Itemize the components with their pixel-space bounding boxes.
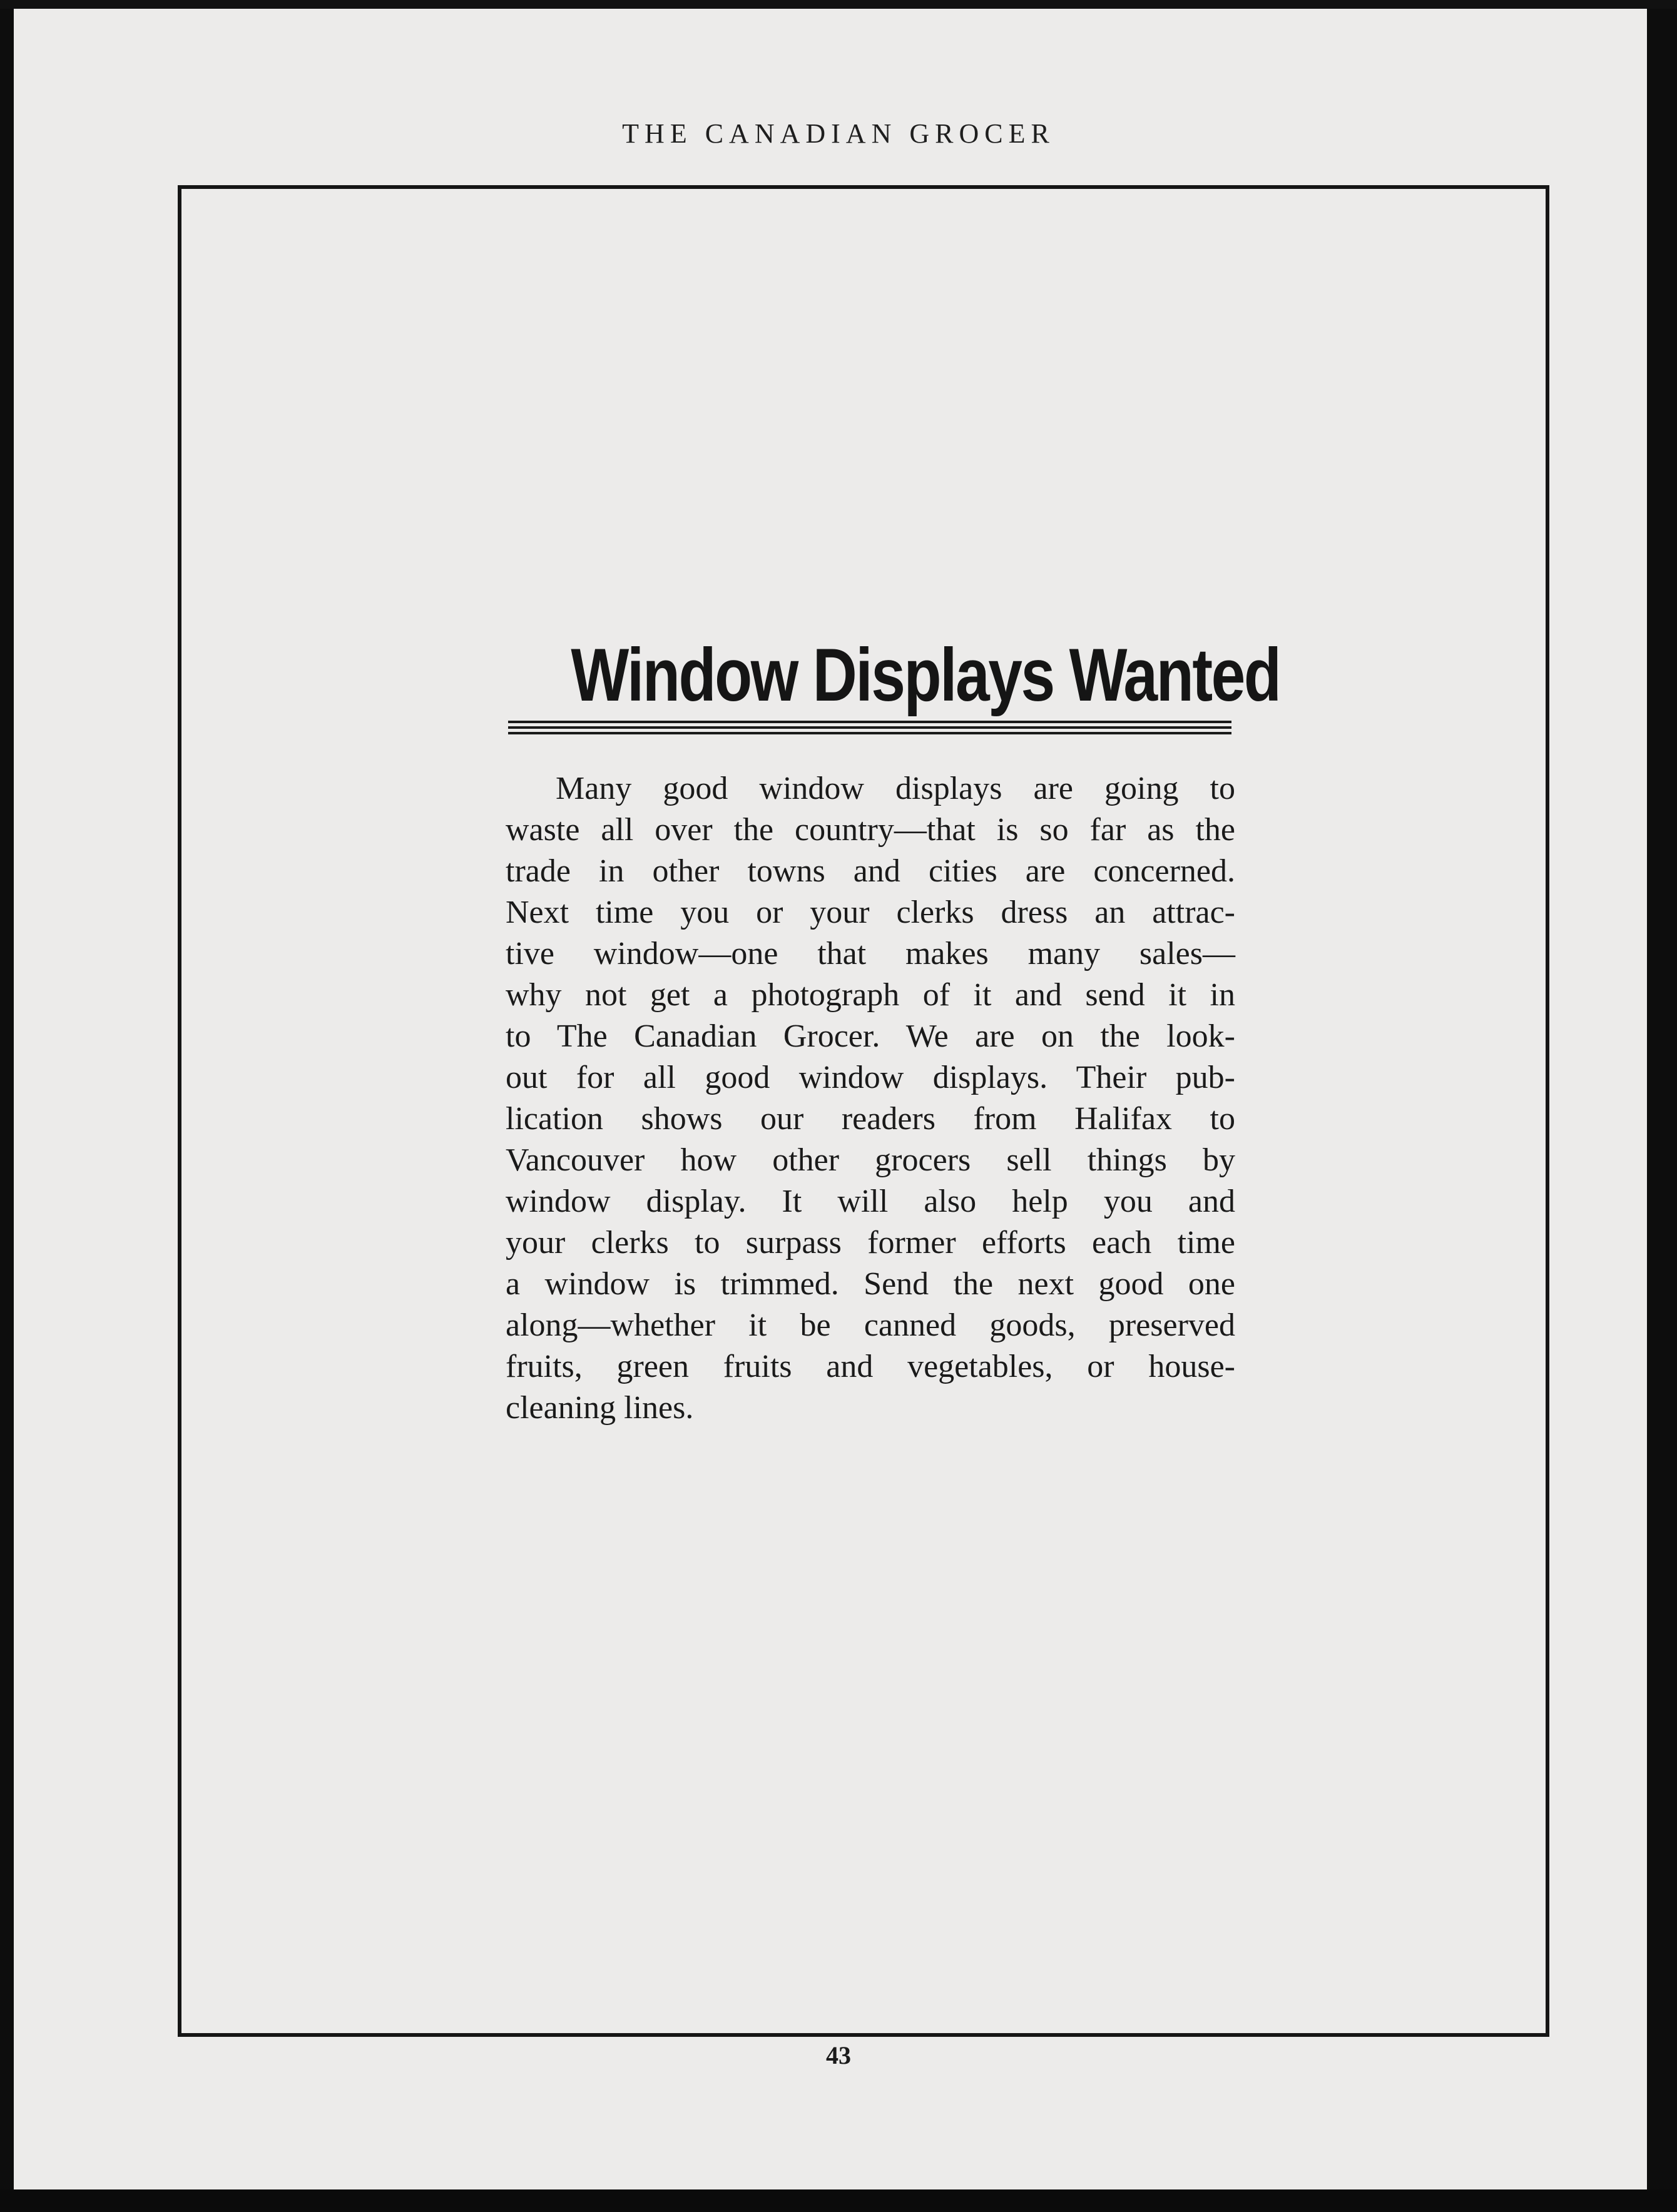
rule-line [508, 726, 1231, 729]
running-head: THE CANADIAN GROCER [622, 118, 1055, 149]
body-line: why not get a photograph of it and send it in [506, 977, 1235, 1013]
body-line: waste all over the country—that is so far as the [506, 812, 1235, 848]
article-body [506, 768, 1235, 1429]
body-line: Next time you or your clerks dress an attrac- [506, 895, 1235, 930]
body-line: tive window—one that makes many sales— [506, 936, 1235, 972]
body-line: cleaning lines. [506, 1390, 694, 1426]
scan-border-top [0, 0, 1677, 9]
body-line: lication shows our readers from Halifax to [506, 1101, 1235, 1137]
body-line: window display. It will also help you and [506, 1184, 1235, 1219]
body-line: along—whether it be canned goods, preserved [506, 1307, 1235, 1343]
body-line: Vancouver how other grocers sell things by [506, 1142, 1235, 1178]
body-line: out for all good window displays. Their pub- [506, 1060, 1235, 1095]
body-line: fruits, green fruits and vegetables, or house- [506, 1349, 1235, 1384]
rule-line [508, 732, 1231, 734]
body-line: your clerks to surpass former efforts each time [506, 1225, 1235, 1261]
body-line: a window is trimmed. Send the next good one [506, 1266, 1235, 1302]
article-headline: Window Displays Wanted [571, 633, 1280, 717]
page-number: 43 [826, 2041, 851, 2069]
body-line: trade in other towns and cities are concerned. [506, 853, 1235, 889]
scan-border-bottom [0, 2189, 1677, 2212]
body-line: Many good window displays are going to [556, 771, 1235, 806]
headline-rule [508, 721, 1231, 734]
rule-line [508, 721, 1231, 723]
body-line: to The Canadian Grocer. We are on the look- [506, 1018, 1235, 1054]
